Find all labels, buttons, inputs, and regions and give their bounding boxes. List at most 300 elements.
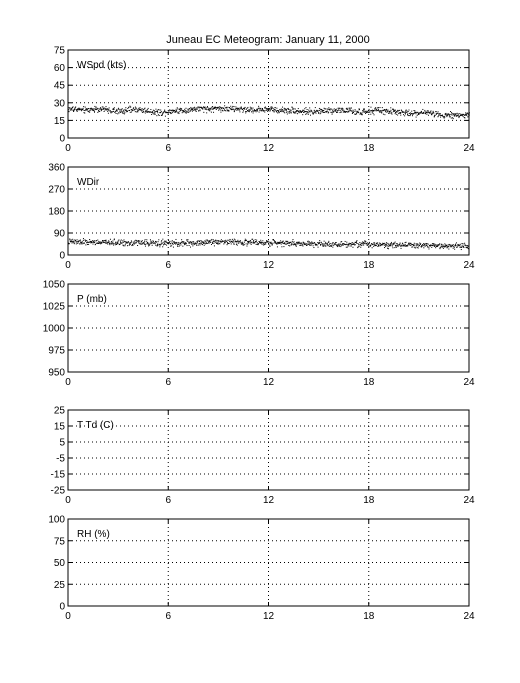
y-tick-label: 5 (59, 437, 65, 449)
data-point (163, 242, 164, 243)
data-point (282, 242, 283, 243)
data-point (376, 245, 377, 246)
data-point (435, 244, 436, 245)
data-point (108, 242, 109, 243)
x-tick-label: 0 (65, 495, 71, 506)
data-point (96, 107, 97, 108)
data-point (442, 246, 443, 247)
data-point (333, 242, 334, 243)
data-point (229, 107, 230, 108)
data-point (455, 244, 456, 245)
data-point (259, 112, 260, 113)
data-point (134, 240, 135, 241)
data-point (454, 249, 455, 250)
data-point (369, 109, 370, 110)
data-point (146, 239, 147, 240)
data-point (115, 242, 116, 243)
data-point (428, 244, 429, 245)
data-point (451, 118, 452, 119)
data-point (203, 242, 204, 243)
data-point (341, 112, 342, 113)
data-point (342, 110, 343, 111)
data-point (279, 112, 280, 113)
data-point (104, 110, 105, 111)
data-point (332, 112, 333, 113)
data-point (305, 111, 306, 112)
data-point (319, 110, 320, 111)
data-point (417, 112, 418, 113)
data-point (203, 112, 204, 113)
data-point (159, 115, 160, 116)
data-point (327, 243, 328, 244)
data-point (183, 111, 184, 112)
data-point (99, 109, 100, 110)
data-point (104, 108, 105, 109)
data-point (453, 118, 454, 119)
data-point (392, 247, 393, 248)
data-point (86, 240, 87, 241)
data-point (175, 239, 176, 240)
data-point (147, 112, 148, 113)
x-tick-label: 6 (165, 143, 172, 154)
data-point (116, 109, 117, 110)
data-point (153, 241, 154, 242)
data-point (85, 107, 86, 108)
data-point (385, 245, 386, 246)
data-point (258, 243, 259, 244)
data-point (94, 240, 95, 241)
data-point (259, 108, 260, 109)
data-point (282, 107, 283, 108)
data-point (223, 243, 224, 244)
data-point (196, 111, 197, 112)
data-point (439, 115, 440, 116)
data-point (335, 111, 336, 112)
data-point (317, 242, 318, 243)
data-point (309, 241, 310, 242)
data-point (297, 242, 298, 243)
data-point (446, 116, 447, 117)
data-point (203, 107, 204, 108)
data-point (308, 110, 309, 111)
data-point (305, 114, 306, 115)
data-point (346, 244, 347, 245)
data-point (400, 246, 401, 247)
data-point (158, 241, 159, 242)
data-point (198, 245, 199, 246)
data-point (377, 242, 378, 243)
x-tick-label: 18 (363, 260, 375, 271)
data-point (169, 109, 170, 110)
data-point (287, 111, 288, 112)
data-point (245, 107, 246, 108)
data-point (226, 107, 227, 108)
data-point (399, 110, 400, 111)
data-point (411, 244, 412, 245)
data-point (155, 109, 156, 110)
data-point (308, 114, 309, 115)
data-point (184, 109, 185, 110)
data-point (277, 246, 278, 247)
data-point (399, 244, 400, 245)
data-point (389, 112, 390, 113)
data-point (139, 243, 140, 244)
data-point (244, 244, 245, 245)
y-tick-label: 15 (53, 115, 65, 127)
data-point (437, 246, 438, 247)
data-point (179, 243, 180, 244)
data-point (182, 112, 183, 113)
data-point (215, 242, 216, 243)
data-point (324, 245, 325, 246)
data-point (126, 110, 127, 111)
data-point (423, 247, 424, 248)
data-point (289, 242, 290, 243)
panel-label: T Td (C) (77, 420, 114, 431)
data-point (76, 243, 77, 244)
data-point (152, 112, 153, 113)
data-point (300, 242, 301, 243)
data-point (174, 241, 175, 242)
data-point (295, 244, 296, 245)
data-point (94, 108, 95, 109)
data-point (289, 109, 290, 110)
data-point (288, 108, 289, 109)
data-point (405, 113, 406, 114)
data-point (175, 244, 176, 245)
data-point (137, 245, 138, 246)
data-point (115, 244, 116, 245)
data-point (323, 245, 324, 246)
data-point (223, 241, 224, 242)
data-point (170, 243, 171, 244)
data-point (453, 248, 454, 249)
data-point (362, 110, 363, 111)
data-point (296, 246, 297, 247)
data-point (383, 243, 384, 244)
data-point (209, 240, 210, 241)
data-point (330, 108, 331, 109)
data-point (308, 241, 309, 242)
data-point (127, 245, 128, 246)
data-point (335, 110, 336, 111)
data-point (151, 112, 152, 113)
data-point (294, 113, 295, 114)
data-point (412, 115, 413, 116)
data-point (343, 245, 344, 246)
data-point (446, 115, 447, 116)
data-point (118, 241, 119, 242)
data-point (386, 244, 387, 245)
data-point (84, 113, 85, 114)
data-point (404, 115, 405, 116)
data-point (123, 242, 124, 243)
data-point (411, 111, 412, 112)
data-point (157, 244, 158, 245)
data-point (320, 111, 321, 112)
data-point (178, 113, 179, 114)
data-point (209, 108, 210, 109)
data-point (131, 112, 132, 113)
data-point (282, 109, 283, 110)
data-point (349, 107, 350, 108)
data-point (75, 106, 76, 107)
data-point (374, 110, 375, 111)
data-point (175, 242, 176, 243)
data-point (370, 114, 371, 115)
data-point (421, 246, 422, 247)
x-tick-label: 6 (165, 495, 172, 506)
data-point (207, 240, 208, 241)
data-point (360, 247, 361, 248)
data-point (319, 243, 320, 244)
data-point (227, 109, 228, 110)
data-point (189, 241, 190, 242)
data-point (181, 108, 182, 109)
data-point (254, 242, 255, 243)
data-point (186, 113, 187, 114)
data-point (182, 246, 183, 247)
data-point (87, 109, 88, 110)
data-point (459, 245, 460, 246)
data-point (310, 242, 311, 243)
data-point (109, 241, 110, 242)
data-point (76, 109, 77, 110)
data-point (251, 111, 252, 112)
data-point (235, 106, 236, 107)
data-point (132, 110, 133, 111)
data-point (212, 106, 213, 107)
data-point (157, 111, 158, 112)
data-point (176, 109, 177, 110)
data-point (289, 111, 290, 112)
data-point (242, 243, 243, 244)
data-point (99, 111, 100, 112)
data-point (334, 108, 335, 109)
data-point (348, 111, 349, 112)
data-point (366, 111, 367, 112)
data-point (417, 115, 418, 116)
data-point (352, 111, 353, 112)
data-point (244, 242, 245, 243)
data-point (150, 241, 151, 242)
data-point (412, 244, 413, 245)
data-point (229, 243, 230, 244)
data-point (221, 239, 222, 240)
data-point (339, 108, 340, 109)
data-point (311, 245, 312, 246)
y-tick-label: 60 (53, 63, 65, 75)
data-point (287, 241, 288, 242)
data-point (192, 241, 193, 242)
data-point (383, 114, 384, 115)
data-point (325, 243, 326, 244)
data-point (118, 240, 119, 241)
x-tick-label: 18 (363, 611, 375, 622)
data-point (192, 109, 193, 110)
data-point (315, 107, 316, 108)
data-point (308, 112, 309, 113)
data-point (333, 111, 334, 112)
data-point (332, 109, 333, 110)
x-tick-label: 24 (463, 611, 475, 622)
data-point (94, 112, 95, 113)
data-point (331, 109, 332, 110)
data-point (415, 113, 416, 114)
data-point (141, 244, 142, 245)
data-point (330, 243, 331, 244)
data-point (294, 241, 295, 242)
data-point (151, 242, 152, 243)
data-point (350, 243, 351, 244)
data-point (348, 246, 349, 247)
data-point (264, 110, 265, 111)
data-point (304, 243, 305, 244)
data-point (347, 112, 348, 113)
y-tick-label: -15 (50, 469, 65, 481)
data-point (111, 241, 112, 242)
data-point (124, 111, 125, 112)
data-point (373, 246, 374, 247)
data-point (103, 242, 104, 243)
data-point (71, 241, 72, 242)
data-point (249, 241, 250, 242)
data-point (267, 109, 268, 110)
data-point (448, 249, 449, 250)
data-point (421, 112, 422, 113)
data-point (426, 111, 427, 112)
data-point (113, 109, 114, 110)
data-point (358, 112, 359, 113)
data-point (369, 112, 370, 113)
data-point (367, 111, 368, 112)
data-point (233, 109, 234, 110)
x-tick-label: 0 (65, 611, 71, 622)
data-point (266, 108, 267, 109)
data-point (243, 243, 244, 244)
data-point (170, 113, 171, 114)
data-point (247, 108, 248, 109)
data-point (398, 110, 399, 111)
panel-2 (48, 163, 475, 272)
data-point (424, 110, 425, 111)
data-point (363, 245, 364, 246)
data-point (123, 110, 124, 111)
data-point (95, 108, 96, 109)
data-point (74, 109, 75, 110)
data-point (101, 242, 102, 243)
data-point (162, 243, 163, 244)
data-point (153, 113, 154, 114)
data-point (77, 243, 78, 244)
data-point (92, 244, 93, 245)
data-point (407, 245, 408, 246)
data-point (445, 114, 446, 115)
data-point (464, 243, 465, 244)
data-point (195, 109, 196, 110)
data-point (158, 239, 159, 240)
data-point (218, 241, 219, 242)
data-point (283, 241, 284, 242)
data-point (399, 112, 400, 113)
data-point (294, 244, 295, 245)
data-point (133, 241, 134, 242)
data-point (436, 114, 437, 115)
data-point (90, 109, 91, 110)
data-point (117, 110, 118, 111)
data-point (129, 110, 130, 111)
data-point (446, 114, 447, 115)
data-point (160, 112, 161, 113)
data-point (386, 109, 387, 110)
data-point (351, 244, 352, 245)
x-tick-label: 0 (65, 260, 71, 271)
data-point (418, 247, 419, 248)
data-point (125, 244, 126, 245)
data-point (408, 111, 409, 112)
data-point (276, 108, 277, 109)
data-point (207, 106, 208, 107)
data-point (380, 111, 381, 112)
data-point (141, 241, 142, 242)
data-point (241, 242, 242, 243)
data-point (187, 245, 188, 246)
data-point (382, 107, 383, 108)
data-point (123, 239, 124, 240)
data-point (275, 109, 276, 110)
data-point (181, 239, 182, 240)
data-point (415, 247, 416, 248)
data-point (439, 113, 440, 114)
data-point (281, 246, 282, 247)
data-point (416, 112, 417, 113)
data-point (411, 113, 412, 114)
y-tick-label: 90 (53, 228, 65, 240)
data-point (225, 240, 226, 241)
data-point (188, 110, 189, 111)
data-point (389, 245, 390, 246)
data-point (303, 242, 304, 243)
data-point (165, 116, 166, 117)
data-point (133, 107, 134, 108)
data-point (206, 240, 207, 241)
data-point (426, 112, 427, 113)
data-point (168, 240, 169, 241)
data-point (266, 110, 267, 111)
data-point (422, 244, 423, 245)
data-point (393, 244, 394, 245)
data-point (256, 240, 257, 241)
data-point (221, 107, 222, 108)
data-point (141, 243, 142, 244)
data-point (96, 240, 97, 241)
data-point (393, 111, 394, 112)
data-point (318, 112, 319, 113)
data-point (461, 243, 462, 244)
data-point (196, 107, 197, 108)
data-point (433, 113, 434, 114)
data-point (451, 245, 452, 246)
data-point (414, 243, 415, 244)
data-point (405, 112, 406, 113)
data-point (387, 248, 388, 249)
data-point (443, 248, 444, 249)
data-point (320, 113, 321, 114)
data-point (218, 107, 219, 108)
data-point (253, 112, 254, 113)
data-point (193, 243, 194, 244)
data-point (255, 239, 256, 240)
